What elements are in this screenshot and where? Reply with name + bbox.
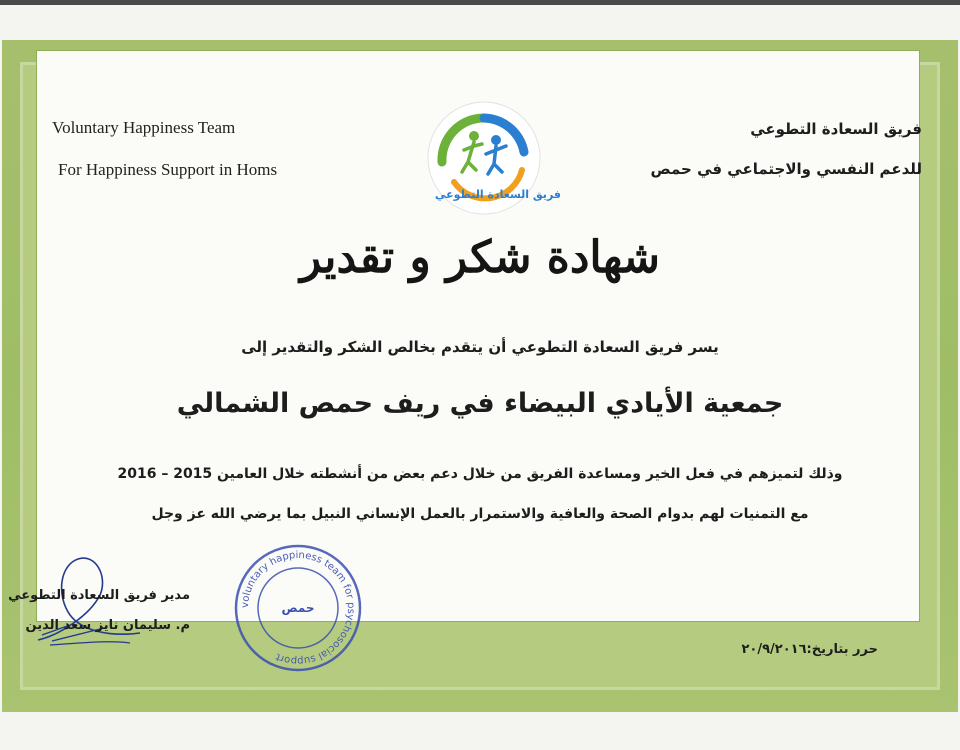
header-ar-line2: للدعم النفسي والاجتماعي في حمص	[650, 160, 922, 178]
stamp-city: حمص	[281, 601, 315, 615]
date-line: حرر بتاريخ:٢٠/٩/٢٠١٦	[741, 642, 878, 657]
certificate-body-line2: مع التمنيات لهم بدوام الصحة والعافية والاستمرار بالعمل الإنساني النبيل بما يرضي الله عز وجل	[151, 506, 809, 522]
header-ar-line1: فريق السعادة التطوعي	[750, 120, 922, 138]
header-en-line2: For Happiness Support in Homs	[58, 160, 278, 179]
certificate-body-line1: وذلك لتميزهم في فعل الخير ومساعدة الفريق من خلال دعم بعض من أنشطته خلال العامين 2015 – 2016	[117, 466, 843, 482]
certificate-intro: يسر فريق السعادة التطوعي أن يتقدم بخالص الشكر والتقدير إلى	[241, 338, 719, 356]
logo-text: فريق السعادة التطوعي	[435, 188, 561, 201]
happiness-team-logo-icon	[424, 100, 561, 218]
round-stamp-icon	[230, 540, 366, 676]
signatory-name: م. سليمان نايز سعد الدين	[25, 618, 190, 633]
certificate-title: شهادة شكر و تقدير	[300, 232, 660, 283]
header-en-line1: Voluntary Happiness Team	[52, 118, 236, 137]
scan-edge	[0, 0, 960, 5]
stamp-text: voluntary happiness team for psychosocial support	[239, 549, 357, 667]
signatory-role: مدير فريق السعادة التطوعي	[8, 588, 190, 603]
recipient-name: جمعية الأيادي البيضاء في ريف حمص الشمالي	[176, 388, 784, 419]
